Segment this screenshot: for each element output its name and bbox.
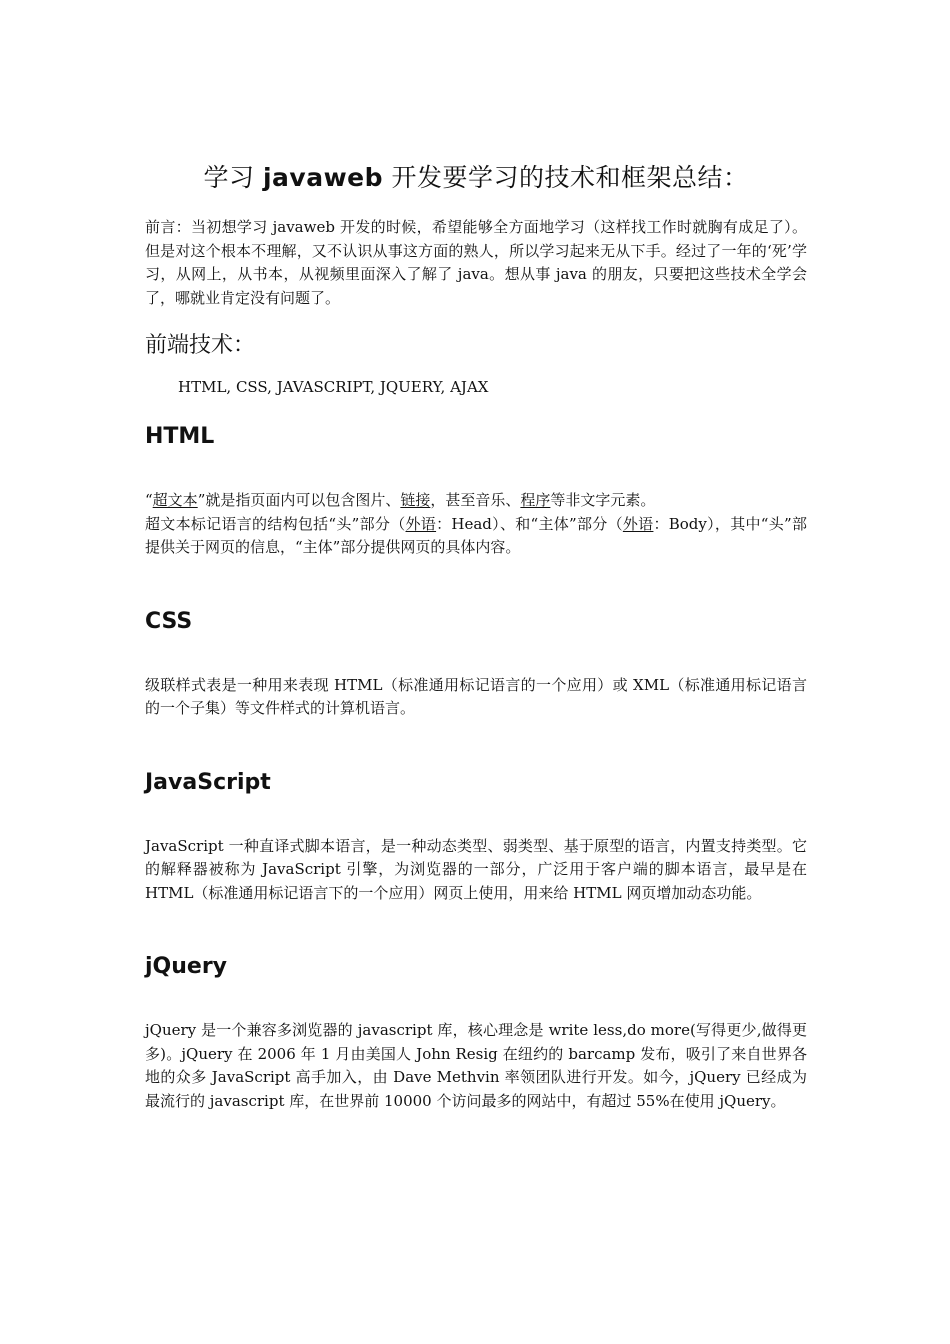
html-paragraph-1: “超文本”就是指页面内可以包含图片、链接，甚至音乐、程序等非文字元素。 bbox=[145, 491, 656, 509]
title-suffix: 开发要学习的技术和框架总结： bbox=[383, 163, 749, 192]
intro-paragraph: 前言：当初想学习 javaweb 开发的时候，希望能够全方面地学习（这样找工作时就胸有成足了）。但是对这个根本不理解，又不认识从事这方面的熟人，所以学习起来无从下手。经过了一年的‘死’学习，从网上，从书本，从视频里面深入了解了 java。想从事 java 的朋友，只要把这些技术全学会了，哪就业肯定没有问题了。 bbox=[145, 218, 807, 307]
jquery-paragraph: jQuery 是一个兼容多浏览器的 javascript 库，核心理念是 write less,do more(写得更少,做得更多)。jQuery 在 2006 年 1 月由美国人 John Resig 在纽约的 barcamp 发布，吸引了来自世界各地的众多 JavaScript 高手加入，由 Dave Methvin 率领团队进行开发。如今，jQuery 已经成为最流行的 javascript 库，在世界前 10000 个访问最多的网站中，有超过 55%在使用 jQuery。 bbox=[145, 1021, 807, 1110]
document-page bbox=[145, 158, 807, 1159]
hypertext-link[interactable]: 超文本 bbox=[152, 491, 198, 509]
javascript-section bbox=[145, 767, 807, 906]
frontend-heading: 前端技术： bbox=[145, 333, 256, 358]
program-link[interactable]: 程序 bbox=[520, 491, 551, 509]
javascript-heading: JavaScript bbox=[145, 769, 271, 795]
frontend-tech-list: HTML, CSS, JAVASCRIPT, JQUERY, AJAX bbox=[178, 378, 489, 396]
jquery-section bbox=[145, 951, 807, 1113]
javascript-paragraph: JavaScript 一种直译式脚本语言，是一种动态类型、弱类型、基于原型的语言，内置支持类型。它的解释器被称为 JavaScript 引擎，为浏览器的一部分，广泛用于客户端的脚本语言，最早是在 HTML（标准通用标记语言下的一个应用）网页上使用，用来给 HTML 网页增加动态功能。 bbox=[145, 836, 807, 902]
title-prefix: 学习 bbox=[203, 163, 263, 192]
html-paragraph-2: 超文本标记语言的结构包括“头”部分（外语：Head）、和“主体”部分（外语：Body），其中“头”部提供关于网页的信息，“主体”部分提供网页的具体内容。 bbox=[145, 514, 807, 556]
jquery-heading: jQuery bbox=[145, 954, 228, 979]
html-section bbox=[145, 421, 807, 560]
document-title bbox=[145, 158, 807, 198]
foreign-language-link-2[interactable]: 外语 bbox=[622, 514, 654, 533]
html-heading: HTML bbox=[145, 424, 215, 449]
css-paragraph: 级联样式表是一种用来表现 HTML（标准通用标记语言的一个应用）或 XML（标准通用标记语言的一个子集）等文件样式的计算机语言。 bbox=[145, 675, 807, 717]
title-keyword: javaweb bbox=[262, 163, 384, 192]
css-heading: CSS bbox=[145, 608, 193, 634]
css-section bbox=[145, 606, 807, 721]
foreign-language-link-1[interactable]: 外语 bbox=[405, 514, 437, 533]
link-link[interactable]: 链接 bbox=[400, 491, 431, 509]
